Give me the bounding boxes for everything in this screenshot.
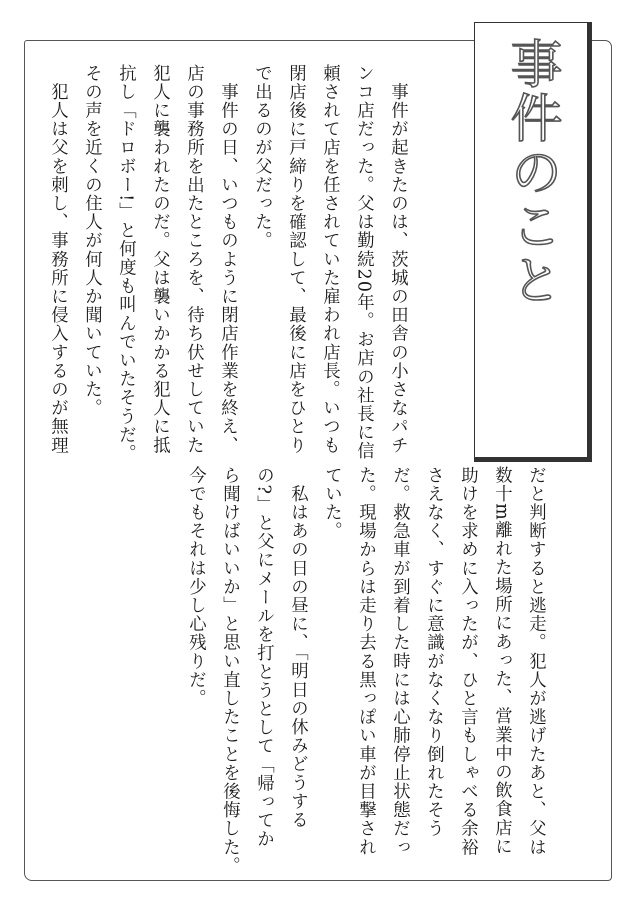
text-line: その声を近くの住人が何人か聞いていた。 [81,64,102,418]
text-line: さえなく、すぐに意識がなくなり倒れたそう [423,466,444,838]
title-box [474,22,592,462]
text-line: 頼されて店を任されていた雇われ店長。いつも [319,64,340,455]
text-line: で出るのが父だった。 [251,64,272,250]
text-line: ンコ店だった。父は勤続20年。お店の社長に信 [353,64,374,461]
text-line: 犯人に襲われたのだ。父は襲いかかる犯人に抵 [149,64,170,455]
text-line: 閉店後に戸締りを確認して、最後に店をひとり [285,64,306,455]
text-line: 私はあの日の昼に、「明日の休みどうする [287,466,308,830]
text-line: だと判断すると逃走。犯人が逃げたあと、父は [525,466,546,857]
text-line: 事件の日、いつものように閉店作業を終え、 [217,64,238,455]
text-line: だ。救急車が到着した時には心肺停止状態だっ [389,466,410,857]
text-line: の?」と父にメールを打とうとして「帰ってか [253,466,274,849]
text-line: ていた。 [321,466,342,541]
text-line: 助けを求めに入ったが、ひと言もしゃべる余裕 [457,466,478,857]
page-title: 事件のこと [501,37,561,307]
text-line: 店の事務所を出たところを、待ち伏せしていた [183,64,204,455]
text-line: 犯人は父を刺し、事務所に侵入するのが無理 [47,64,68,455]
text-line: た。現場からは走り去る黒っぽい車が目撃され [355,466,376,857]
text-line: 抗し「ドロボー!」と何度も叫んでいたそうだ。 [115,64,136,463]
text-line: ら聞けばいいか」と思い直したことを後悔した。 [219,466,240,876]
text-line: 今でもそれは少し心残りだ。 [185,466,206,708]
text-line: 数十m離れた場所にあった、営業中の飲食店に [491,466,512,856]
text-line: 事件が起きたのは、茨城の田舎の小さなパチ [387,64,408,455]
